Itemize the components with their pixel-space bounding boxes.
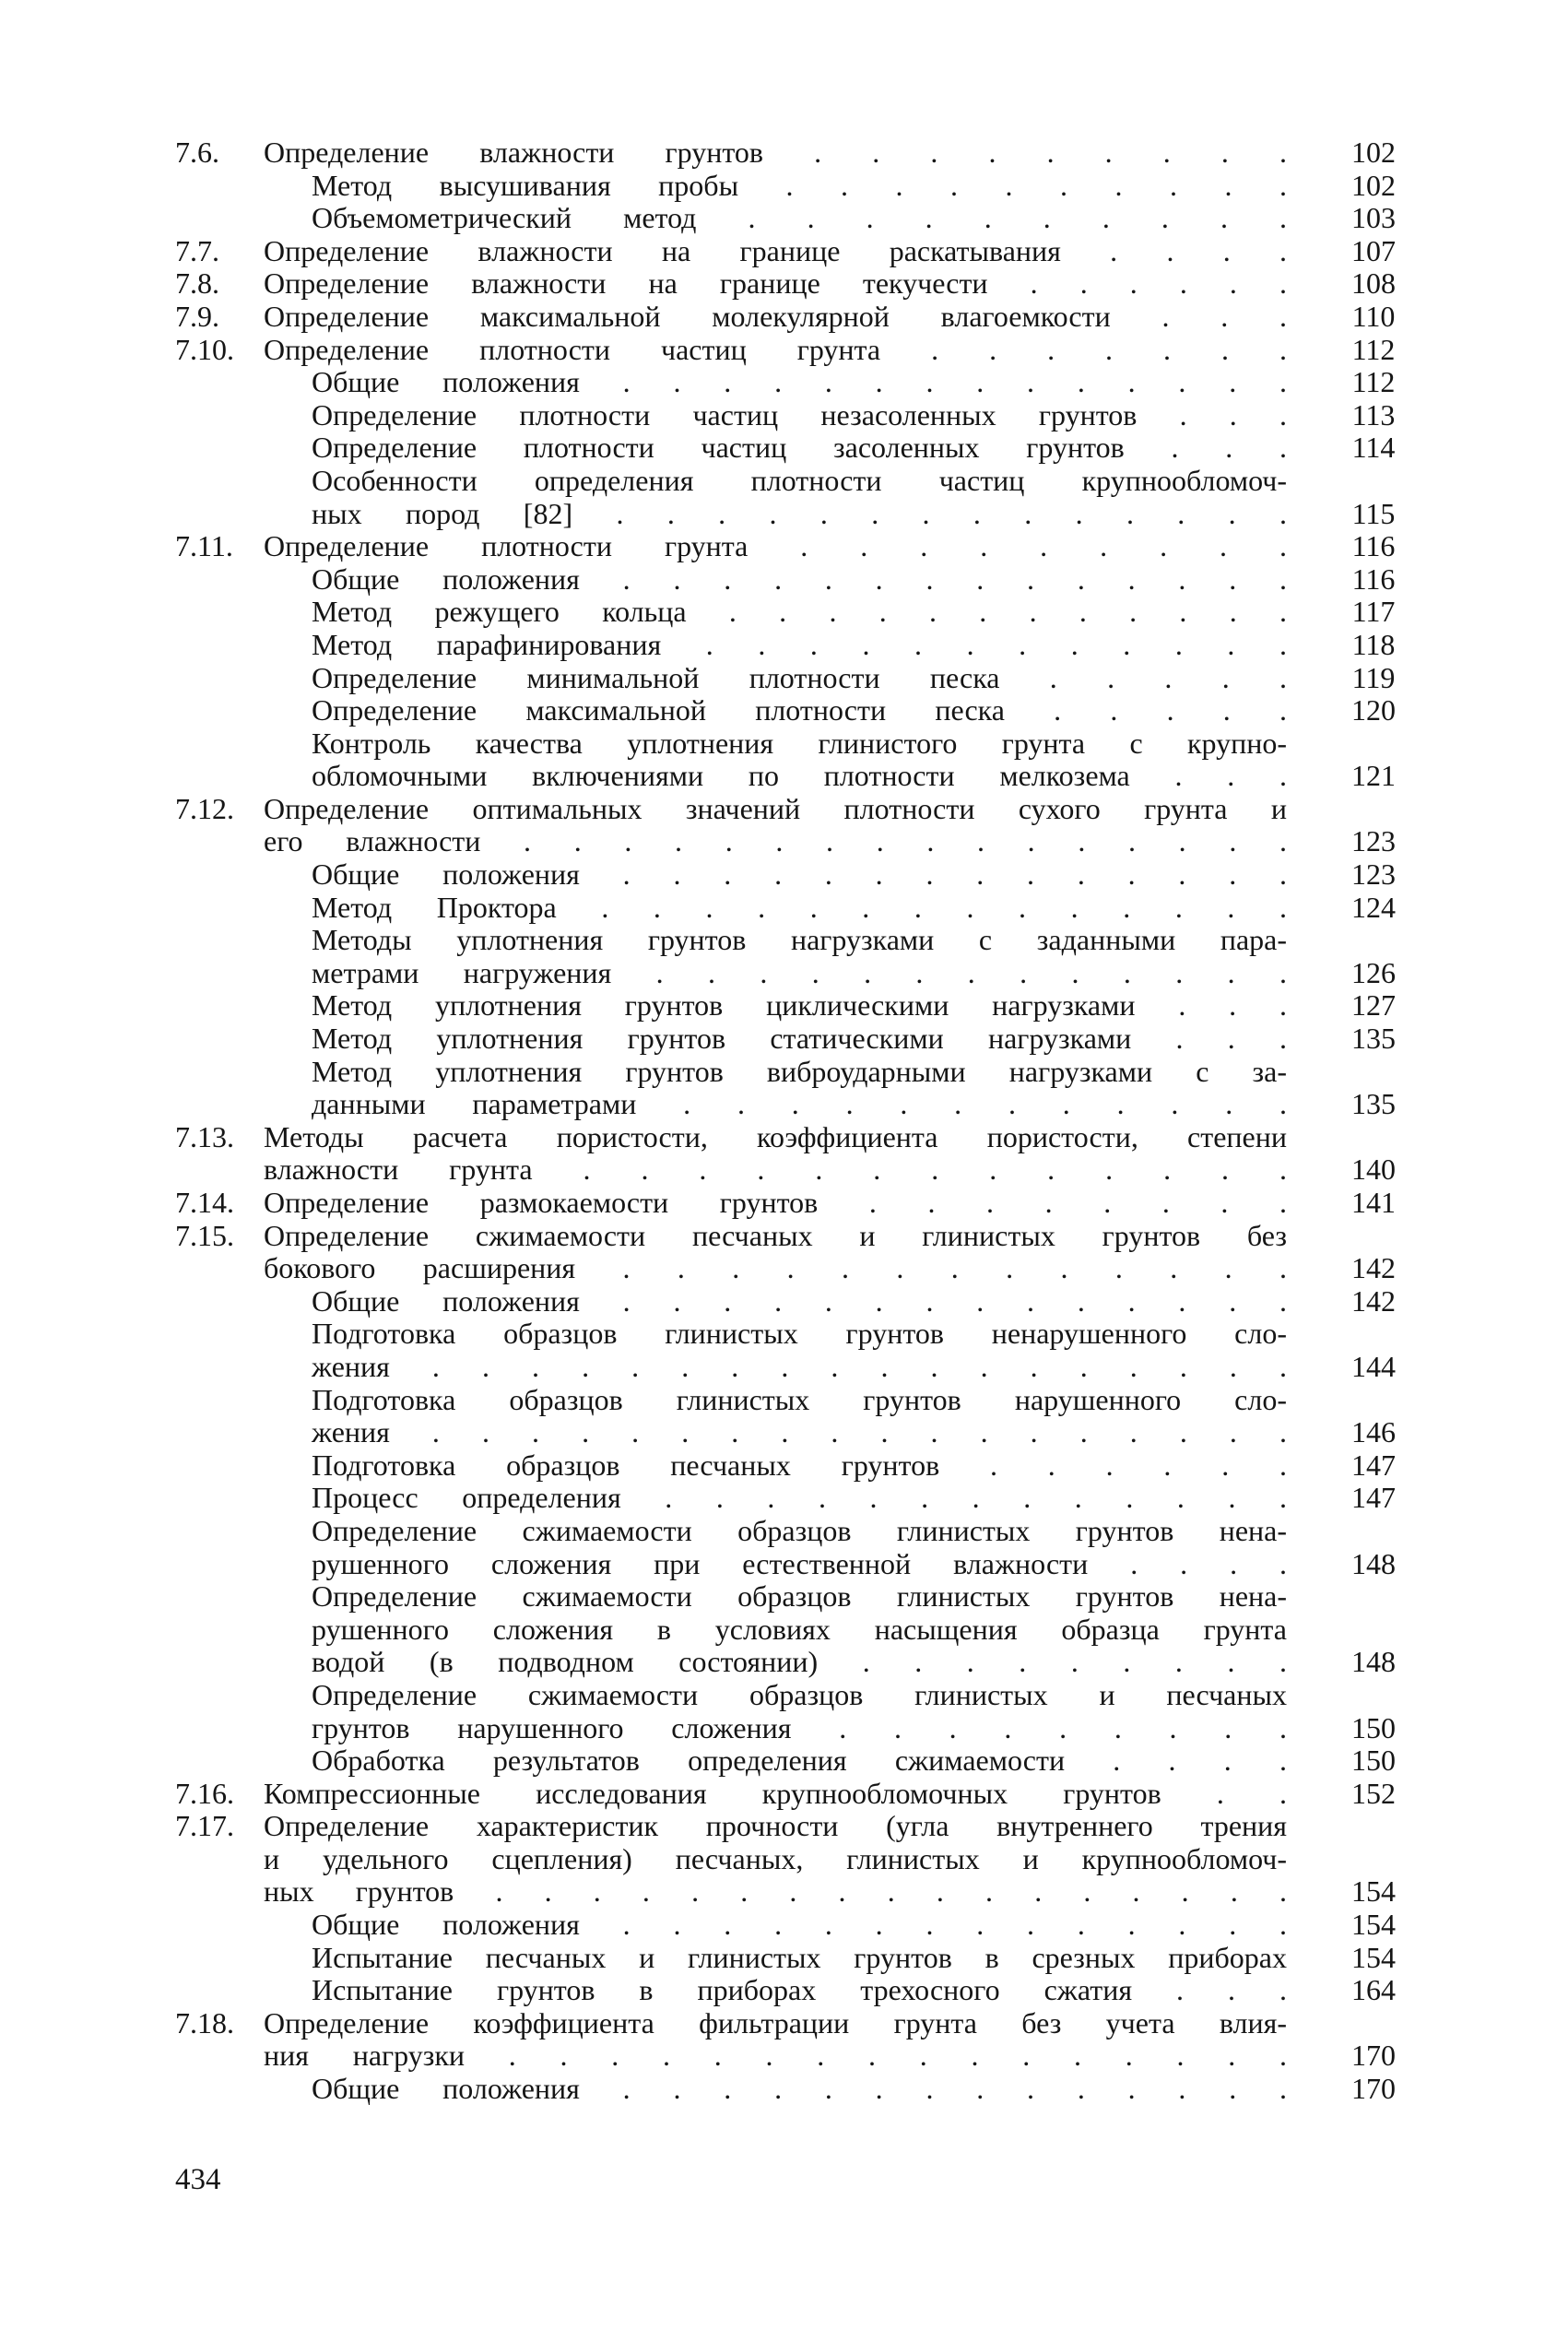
toc-title-line: метрами нагружения . . . . . . . . . . . . . xyxy=(312,955,1287,989)
toc-page-number: 170 xyxy=(1351,2039,1396,2073)
toc-title-line: Общие положения . . . . . . . . . . . . . . xyxy=(312,1908,1287,1942)
toc-subsection xyxy=(175,1285,1410,1318)
toc-subsection xyxy=(175,924,1410,989)
toc-title xyxy=(312,924,1287,989)
toc-title-line: Метод уплотнения грунтов виброударными нагрузками с за- xyxy=(312,1054,1287,1088)
toc-title-line: Компрессионные исследования крупнообломочных грунтов . . xyxy=(264,1776,1287,1810)
toc-section xyxy=(175,1810,1410,1909)
toc-title-line: Метод Проктора . . . . . . . . . . . . . . xyxy=(312,890,1287,924)
toc-title xyxy=(312,1679,1287,1744)
toc-subsection xyxy=(175,1482,1410,1515)
toc-title xyxy=(312,1909,1287,1942)
toc-title-line: Определение минимальной плотности песка . . . . . xyxy=(312,660,1287,694)
toc-title xyxy=(264,1187,1287,1220)
toc-section xyxy=(175,267,1410,301)
toc-title-line: рушенного сложения при естественной влажности . . . . xyxy=(312,1546,1287,1580)
toc-section-number: 7.12. xyxy=(175,791,234,825)
toc-section-number: 7.9. xyxy=(175,299,219,333)
toc-title-line: Определение плотности грунта . . . . . . . . . xyxy=(264,529,1287,563)
toc-section-number: 7.13. xyxy=(175,1119,234,1153)
toc-title xyxy=(312,1318,1287,1383)
toc-subsection xyxy=(175,465,1410,530)
toc-page-number: 135 xyxy=(1351,1022,1396,1056)
toc-page-number: 113 xyxy=(1351,397,1396,432)
toc-title-line: Определение влажности на границе текучести . . . . . . xyxy=(264,266,1287,301)
toc-subsection xyxy=(175,1449,1410,1483)
toc-page-number: 164 xyxy=(1351,1973,1396,2007)
toc-title-line: водой (в подводном состоянии) . . . . . . . . . xyxy=(312,1645,1287,1679)
toc-section xyxy=(175,793,1410,858)
toc-title-line: Определение характеристик прочности (угла внутреннего трения xyxy=(264,1809,1287,1843)
toc-title xyxy=(312,1056,1287,1121)
toc-subsection xyxy=(175,1679,1410,1744)
toc-title-line: Определение сжимаемости образцов глинистых грунтов нена- xyxy=(312,1579,1287,1614)
toc-page-number: 116 xyxy=(1351,529,1396,563)
toc-title-line: Определение плотности частиц грунта . . . . . . . xyxy=(264,332,1287,366)
toc-subsection xyxy=(175,170,1410,203)
toc-title-line: его влажности . . . . . . . . . . . . . . . . xyxy=(264,824,1287,858)
toc-page-number: 112 xyxy=(1351,365,1396,399)
toc-title-line: Определение оптимальных значений плотности сухого грунта и xyxy=(264,791,1287,825)
toc-title xyxy=(264,1778,1287,1811)
toc-page-number: 154 xyxy=(1351,1940,1396,1974)
toc-section xyxy=(175,136,1410,170)
toc-page-number: 102 xyxy=(1351,136,1396,169)
toc-title xyxy=(312,694,1287,727)
toc-subsection xyxy=(175,563,1410,597)
toc-subsection xyxy=(175,399,1410,432)
toc-title-line: Общие положения . . . . . . . . . . . . . . xyxy=(312,365,1287,399)
toc-title xyxy=(312,1482,1287,1515)
toc-section xyxy=(175,301,1410,334)
toc-section-number: 7.18. xyxy=(175,2005,234,2040)
toc-title xyxy=(312,1974,1287,2007)
toc-page-number: 121 xyxy=(1351,759,1396,793)
toc-title xyxy=(264,301,1287,334)
toc-title xyxy=(312,1744,1287,1778)
toc-title-line: Определение максимальной молекулярной влагоемкости . . . xyxy=(264,299,1287,333)
toc-title xyxy=(312,1449,1287,1483)
toc-page-number: 127 xyxy=(1351,988,1396,1023)
toc-title-line: бокового расширения . . . . . . . . . . . . . xyxy=(264,1251,1287,1285)
toc-title-line: Метод высушивания пробы . . . . . . . . . . xyxy=(312,168,1287,202)
toc-section xyxy=(175,1220,1410,1285)
toc-page-number: 150 xyxy=(1351,1710,1396,1744)
toc-title-line: Определение влажности грунтов . . . . . . . . . xyxy=(264,136,1287,169)
toc-subsection xyxy=(175,989,1410,1023)
toc-section-number: 7.14. xyxy=(175,1186,234,1219)
toc-page-number: 142 xyxy=(1351,1251,1396,1285)
toc-page-number: 112 xyxy=(1351,332,1396,366)
toc-section-number: 7.11. xyxy=(175,529,233,563)
toc-section xyxy=(175,2007,1410,2073)
toc-page-number: 123 xyxy=(1351,824,1396,858)
toc-title-line: Испытание грунтов в приборах трехосного сжатия . . . xyxy=(312,1973,1287,2007)
toc-title xyxy=(264,267,1287,301)
toc-title-line: Объемометрический метод . . . . . . . . . . xyxy=(312,201,1287,235)
toc-subsection xyxy=(175,1909,1410,1942)
toc-subsection xyxy=(175,694,1410,727)
toc-subsection xyxy=(175,629,1410,662)
toc-subsection xyxy=(175,366,1410,399)
toc-title xyxy=(264,1121,1287,1187)
toc-title-line: Определение сжимаемости образцов глинистых и песчаных xyxy=(312,1677,1287,1711)
toc-page-number: 140 xyxy=(1351,1153,1396,1187)
toc-title xyxy=(312,1580,1287,1679)
toc-title-line: Определение сжимаемости образцов глинистых грунтов нена- xyxy=(312,1513,1287,1547)
toc-section-number: 7.8. xyxy=(175,266,219,301)
toc-title-line: Определение плотности частиц незасоленных грунтов . . . xyxy=(312,397,1287,432)
toc-title-line: Метод уплотнения грунтов циклическими нагрузками . . . xyxy=(312,988,1287,1023)
toc-title-line: жения . . . . . . . . . . . . . . . . . . xyxy=(312,1349,1287,1383)
toc-title xyxy=(312,2073,1287,2106)
toc-title-line: ных пород [82] . . . . . . . . . . . . . . xyxy=(312,496,1287,530)
toc-title xyxy=(312,858,1287,892)
toc-section xyxy=(175,530,1410,563)
toc-title xyxy=(312,1285,1287,1318)
toc-title-line: грунтов нарушенного сложения . . . . . . . . . xyxy=(312,1710,1287,1744)
toc-title xyxy=(312,629,1287,662)
toc-title xyxy=(312,1942,1287,1975)
toc-title xyxy=(312,366,1287,399)
toc-title xyxy=(264,235,1287,268)
toc-title xyxy=(264,1220,1287,1285)
toc-title-line: Метод режущего кольца . . . . . . . . . . . . xyxy=(312,595,1287,629)
toc-title xyxy=(312,662,1287,695)
toc-title-line: жения . . . . . . . . . . . . . . . . . . xyxy=(312,1415,1287,1449)
toc-title xyxy=(312,989,1287,1023)
toc-page-number: 148 xyxy=(1351,1546,1396,1580)
toc-title-line: Метод уплотнения грунтов статическими нагрузками . . . xyxy=(312,1022,1287,1056)
toc-section-number: 7.15. xyxy=(175,1218,234,1252)
toc-title-line: Общие положения . . . . . . . . . . . . . . xyxy=(312,2072,1287,2106)
toc-page-number: 154 xyxy=(1351,1874,1396,1909)
toc-title-line: Подготовка образцов песчаных грунтов . . . . . . xyxy=(312,1448,1287,1482)
toc-title-line: Обработка результатов определения сжимаемости . . . . xyxy=(312,1744,1287,1778)
toc-title xyxy=(312,432,1287,465)
toc-title-line: Определение сжимаемости песчаных и глинистых грунтов без xyxy=(264,1218,1287,1252)
toc-title xyxy=(264,136,1287,170)
toc-title xyxy=(264,530,1287,563)
toc-title xyxy=(312,563,1287,597)
toc-title-line: влажности грунта . . . . . . . . . . . . . xyxy=(264,1153,1287,1187)
toc-page-number: 144 xyxy=(1351,1349,1396,1383)
toc-page-number: 124 xyxy=(1351,890,1396,924)
toc-page-number: 116 xyxy=(1351,562,1396,596)
toc-page-number: 146 xyxy=(1351,1415,1396,1449)
toc-title-line: Особенности определения плотности частиц крупнообломоч- xyxy=(312,463,1287,497)
toc-title xyxy=(312,465,1287,530)
toc-page-number: 154 xyxy=(1351,1908,1396,1942)
toc-title xyxy=(264,334,1287,367)
toc-subsection xyxy=(175,1023,1410,1056)
toc-page-number: 120 xyxy=(1351,693,1396,727)
toc-title-line: Определение влажности на границе раскатывания . . . . xyxy=(264,233,1287,267)
toc-page-number: 147 xyxy=(1351,1481,1396,1515)
toc-section-number: 7.17. xyxy=(175,1809,234,1843)
toc-page-number: 117 xyxy=(1351,595,1396,629)
toc-title xyxy=(264,1810,1287,1909)
toc-subsection xyxy=(175,1515,1410,1580)
toc-section-number: 7.7. xyxy=(175,233,219,267)
toc-section-number: 7.10. xyxy=(175,332,234,366)
toc-title-line: Контроль качества уплотнения глинистого грунта с крупно- xyxy=(312,726,1287,760)
toc-section-number: 7.16. xyxy=(175,1776,234,1810)
toc-section xyxy=(175,1187,1410,1220)
page-number: 434 xyxy=(175,2163,221,2196)
toc-title-line: обломочными включениями по плотности мелкозема . . . xyxy=(312,759,1287,793)
toc-page-number: 107 xyxy=(1351,233,1396,267)
toc-title-line: Процесс определения . . . . . . . . . . . . . xyxy=(312,1481,1287,1515)
toc-title-line: Общие положения . . . . . . . . . . . . . . xyxy=(312,562,1287,596)
toc-title xyxy=(312,596,1287,629)
toc-title xyxy=(312,1384,1287,1449)
toc-title xyxy=(264,793,1287,858)
toc-title-line: данными параметрами . . . . . . . . . . . . xyxy=(312,1087,1287,1121)
toc-subsection xyxy=(175,1384,1410,1449)
toc-page-number: 147 xyxy=(1351,1448,1396,1482)
toc-title-line: ния нагрузки . . . . . . . . . . . . . . . . xyxy=(264,2039,1287,2073)
toc-section xyxy=(175,334,1410,367)
toc-page-number: 126 xyxy=(1351,955,1396,989)
toc-title-line: Метод парафинирования . . . . . . . . . . . . xyxy=(312,627,1287,661)
toc-title xyxy=(312,170,1287,203)
toc-subsection xyxy=(175,1056,1410,1121)
toc-section xyxy=(175,1121,1410,1187)
toc-title-line: Определение плотности частиц засоленных грунтов . . . xyxy=(312,431,1287,465)
toc-subsection xyxy=(175,1580,1410,1679)
toc-section xyxy=(175,1778,1410,1811)
toc-title-line: Методы уплотнения грунтов нагрузками с заданными пара- xyxy=(312,923,1287,957)
toc-page-number: 108 xyxy=(1351,266,1396,301)
toc-page-number: 152 xyxy=(1351,1776,1396,1810)
toc-section xyxy=(175,235,1410,268)
toc-title xyxy=(312,202,1287,235)
toc-title-line: Подготовка образцов глинистых грунтов нарушенного сло- xyxy=(312,1382,1287,1416)
toc-subsection xyxy=(175,1942,1410,1975)
toc-title-line: Подготовка образцов глинистых грунтов ненарушенного сло- xyxy=(312,1317,1287,1351)
toc-page-number: 150 xyxy=(1351,1744,1396,1778)
toc-subsection xyxy=(175,596,1410,629)
toc-page-number: 123 xyxy=(1351,857,1396,892)
toc-page-number: 119 xyxy=(1351,660,1396,694)
toc-subsection xyxy=(175,432,1410,465)
toc-title xyxy=(264,2007,1287,2073)
toc-page-number: 114 xyxy=(1351,431,1396,465)
toc-title-line: Определение коэффициента фильтрации грунта без учета влия- xyxy=(264,2005,1287,2040)
toc-subsection xyxy=(175,202,1410,235)
toc-title-line: Общие положения . . . . . . . . . . . . . . xyxy=(312,857,1287,892)
toc-page-number: 142 xyxy=(1351,1283,1396,1318)
toc-title xyxy=(312,1515,1287,1580)
toc-title xyxy=(312,727,1287,793)
toc-title-line: Испытание песчаных и глинистых грунтов в срезных приборах xyxy=(312,1940,1287,1974)
toc-page-number: 102 xyxy=(1351,168,1396,202)
toc-subsection xyxy=(175,1974,1410,2007)
toc-title-line: Методы расчета пористости, коэффициента пористости, степени xyxy=(264,1119,1287,1153)
toc-page-number: 135 xyxy=(1351,1087,1396,1121)
toc-section-number: 7.6. xyxy=(175,136,219,169)
toc-title xyxy=(312,399,1287,432)
toc-subsection xyxy=(175,727,1410,793)
toc-page-number: 103 xyxy=(1351,201,1396,235)
toc-page-number: 115 xyxy=(1351,496,1396,530)
toc-title-line: Определение максимальной плотности песка . . . . . xyxy=(312,693,1287,727)
toc-page-number: 170 xyxy=(1351,2072,1396,2106)
toc-title-line: Общие положения . . . . . . . . . . . . . . xyxy=(312,1283,1287,1318)
toc-subsection xyxy=(175,858,1410,892)
toc-subsection xyxy=(175,1744,1410,1778)
toc-subsection xyxy=(175,662,1410,695)
toc-subsection xyxy=(175,1318,1410,1383)
toc-page-number: 110 xyxy=(1351,299,1396,333)
table-of-contents xyxy=(175,136,1410,2106)
toc-page-number: 118 xyxy=(1351,627,1396,661)
toc-subsection xyxy=(175,892,1410,925)
toc-subsection xyxy=(175,2073,1410,2106)
toc-title-line: ных грунтов . . . . . . . . . . . . . . . . . xyxy=(264,1874,1287,1909)
toc-title-line: Определение размокаемости грунтов . . . . . . . . xyxy=(264,1186,1287,1219)
toc-page-number: 148 xyxy=(1351,1645,1396,1679)
toc-title xyxy=(312,1023,1287,1056)
toc-page-number: 141 xyxy=(1351,1186,1396,1219)
toc-title-line: и удельного сцепления) песчаных, глинистых и крупнообломоч- xyxy=(264,1841,1287,1875)
toc-title xyxy=(312,892,1287,925)
toc-title-line: рушенного сложения в условиях насыщения образца грунта xyxy=(312,1612,1287,1646)
